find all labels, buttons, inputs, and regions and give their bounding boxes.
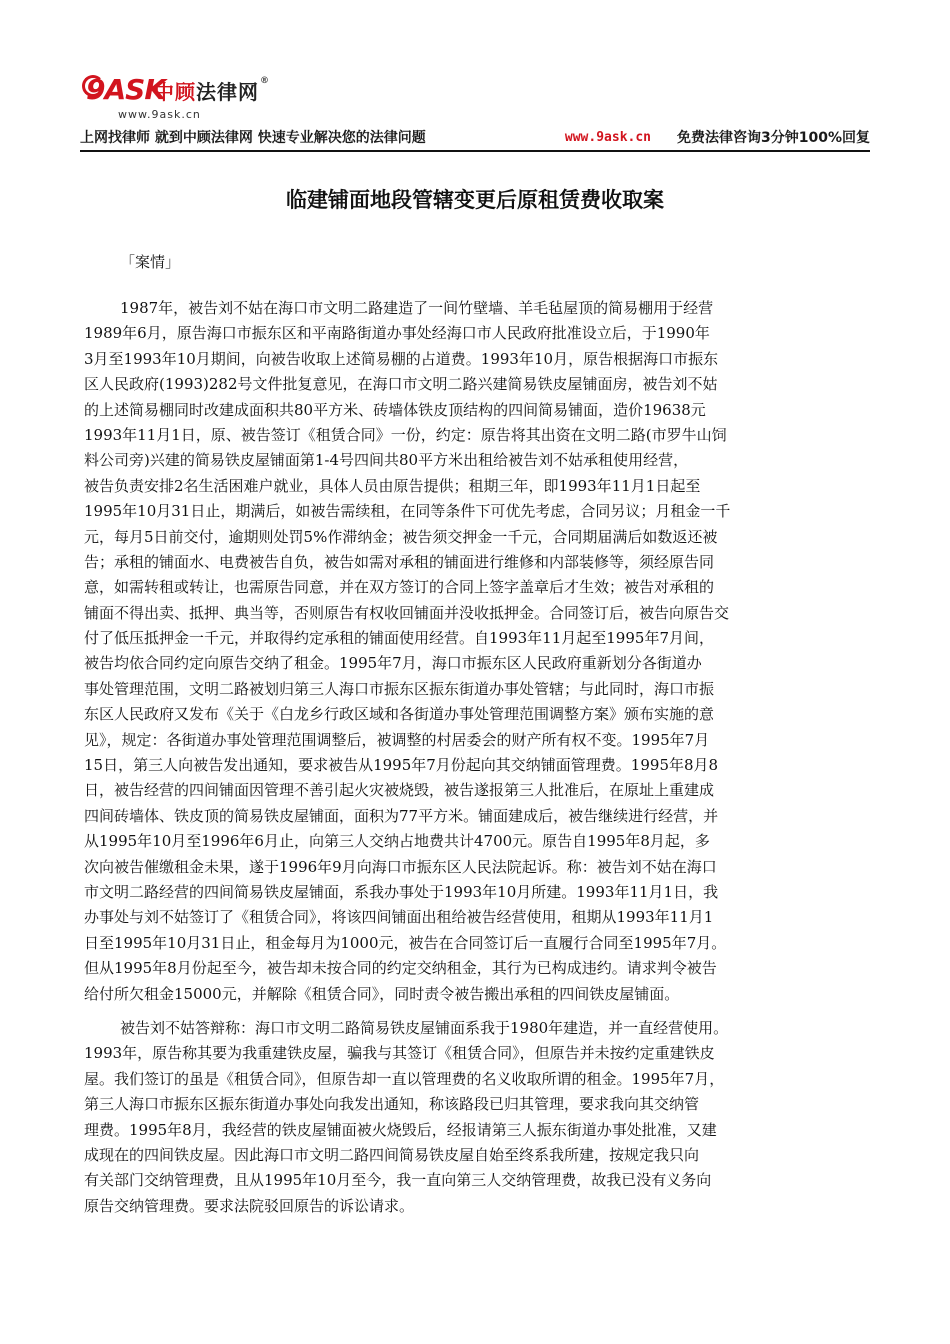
logo-mark	[80, 73, 166, 107]
text-line: 东区人民政府又发布《关于《白龙乡行政区域和各街道办事处管理范围调整方案》颁布实施的意	[84, 705, 715, 724]
text-line: 事处管理范围，文明二路被划归第三人海口市振东区振东街道办事处管辖；与此同时，海口市振	[84, 679, 715, 698]
text-line: 1993年，原告称其要为我重建铁皮屋，骗我与其签订《租赁合同》，但原告并未按约定重建铁皮	[84, 1044, 715, 1063]
registered-mark: ®	[260, 75, 270, 86]
text-line: 3月至1993年10月期间，向被告收取上述简易棚的占道费。1993年10月，原告根据海口市振东	[84, 349, 719, 368]
paragraph-defense	[84, 1016, 868, 1219]
header-divider	[80, 150, 870, 152]
text-line: 第三人海口市振东区振东街道办事处向我发出通知，称该路段已归其管理，要求我向其交纳管	[84, 1095, 700, 1114]
logo-mark-text: 9ASK	[86, 73, 166, 106]
site-url-link[interactable]: www.9ask.cn	[564, 129, 651, 145]
document-title: 临建铺面地段管辖变更后原租赁费收取案	[286, 188, 664, 212]
text-line: 被告刘不姑答辩称：海口市文明二路简易铁皮屋铺面系我于1980年建造，并一直经营使用。	[120, 1019, 729, 1037]
text-line: 15日，第三人向被告发出通知，要求被告从1995年7月份起向其交纳铺面管理费。1995年8月8	[84, 756, 719, 775]
text-line: 给付所欠租金15000元，并解除《租赁合同》，同时责令被告搬出承租的四间铁皮屋铺面。	[84, 984, 680, 1003]
text-line: 被告均依合同约定向原告交纳了租金。1995年7月，海口市振东区人民政府重新划分各街道办	[84, 654, 702, 673]
logo-name-part-a: 中顾	[154, 79, 196, 104]
text-line: 见》，规定：各街道办事处管理范围调整后，被调整的村居委会的财产所有权不变。1995年7月	[84, 730, 710, 749]
text-line: 从1995年10月至1996年6月止，向第三人交纳占地费共计4700元。原告自1995年8月起，多	[84, 832, 710, 851]
text-line: 料公司旁)兴建的简易铁皮屋铺面第1-4号四间共80平方米出租给被告刘不姑承租使用经营，	[84, 451, 689, 470]
logo-name-part-b: 法律网	[196, 79, 259, 104]
text-line: 1993年11月1日，原、被告签订《租赁合同》一份，约定：原告将其出资在文明二路(市罗牛山饲	[84, 425, 727, 444]
site-header	[80, 70, 870, 154]
section-label: 「案情」	[120, 253, 181, 271]
text-line: 1995年10月31日止，期满后，如被告需续租，在同等条件下可优先考虑，合同另议；月租金一千	[84, 502, 731, 521]
text-line: 元，每月5日前交付，逾期则处罚5%作滞纳金；被告须交押金一千元，合同期届满后如数返还被	[84, 527, 718, 546]
text-line: 付了低压抵押金一千元，并取得约定承租的铺面使用经营。自1993年11月起至1995年7月间，	[84, 629, 714, 648]
text-line: 次向被告催缴租金未果，遂于1996年9月向海口市振东区人民法院起诉。称：被告刘不姑在海口	[84, 857, 717, 876]
text-line: 区人民政府(1993)282号文件批复意见，在海口市文明二路兴建简易铁皮屋铺面房，被告刘不姑	[84, 375, 718, 394]
text-line: 被告负责安排2名生活困难户就业，具体人员由原告提供；租期三年，即1993年11月1日起至	[84, 476, 701, 495]
text-line: 意，如需转租或转让，也需原告同意，并在双方签订的合同上签字盖章后才生效；被告对承租的	[84, 578, 715, 597]
text-line: 原告交纳管理费。要求法院驳回原告的诉讼请求。	[84, 1196, 415, 1215]
slogan-bar	[80, 126, 870, 148]
site-logo[interactable]	[80, 70, 270, 110]
logo-url[interactable]: www.9ask.cn	[118, 108, 201, 121]
text-line: 成现在的四间铁皮屋。因此海口市文明二路四间简易铁皮屋自始至终系我所建，按规定我只向	[84, 1145, 700, 1164]
paragraph-case-facts	[84, 296, 868, 1007]
logo-swoosh-icon	[82, 75, 104, 97]
text-line: 四间砖墙体、铁皮顶的简易铁皮屋铺面，面积为77平方米。铺面建成后，被告继续进行经营，并	[84, 806, 719, 825]
logo-name	[154, 76, 270, 105]
text-line: 的上述简易棚同时改建成面积共80平方米、砖墙体铁皮顶结构的四间简易铺面，造价19638元	[84, 400, 706, 419]
slogan-right	[565, 127, 870, 147]
text-line: 屋。我们签订的虽是《租赁合同》，但原告却一直以管理费的名义收取所谓的租金。1995年7月，	[84, 1069, 725, 1088]
slogan-text: 上网找律师 就到中顾法律网 快速专业解决您的法律问题	[80, 130, 426, 146]
text-line: 办事处与刘不姑签订了《租赁合同》，将该四间铺面出租给被告经营使用，租期从1993年11月1	[84, 908, 714, 927]
text-line: 告；承租的铺面水、电费被告自负，被告如需对承租的铺面进行维修和内部装修等，须经原告同	[84, 552, 715, 571]
text-line: 有关部门交纳管理费，且从1995年10月至今，我一直向第三人交纳管理费，故我已没有义务向	[84, 1171, 712, 1190]
text-line: 但从1995年8月份起至今，被告却未按合同的约定交纳租金，其行为已构成违约。请求判令被告	[84, 959, 717, 978]
text-line: 1989年6月，原告海口市振东区和平南路街道办事处经海口市人民政府批准设立后，于1990年	[84, 324, 710, 343]
text-line: 铺面不得出卖、抵押、典当等，否则原告有权收回铺面并没收抵押金。合同签订后，被告向原告交	[84, 603, 730, 622]
text-line: 1987年，被告刘不姑在海口市文明二路建造了一间竹壁墙、羊毛毡屋顶的简易棚用于经营	[120, 299, 714, 317]
text-line: 日，被告经营的四间铺面因管理不善引起火灾被烧毁，被告遂报第三人批准后，在原址上重建成	[84, 781, 715, 800]
text-line: 日至1995年10月31日止，租金每月为1000元，被告在合同签订后一直履行合同至1995年7月。	[84, 933, 727, 952]
hotline-text: 免费法律咨询3分钟100%回复	[677, 130, 870, 146]
text-line: 理费。1995年8月，我经营的铁皮屋铺面被火烧毁后，经报请第三人振东街道办事处批准，又建	[84, 1120, 717, 1139]
text-line: 市文明二路经营的四间简易铁皮屋铺面，系我办事处于1993年10月所建。1993年11月1日，我	[84, 882, 719, 901]
